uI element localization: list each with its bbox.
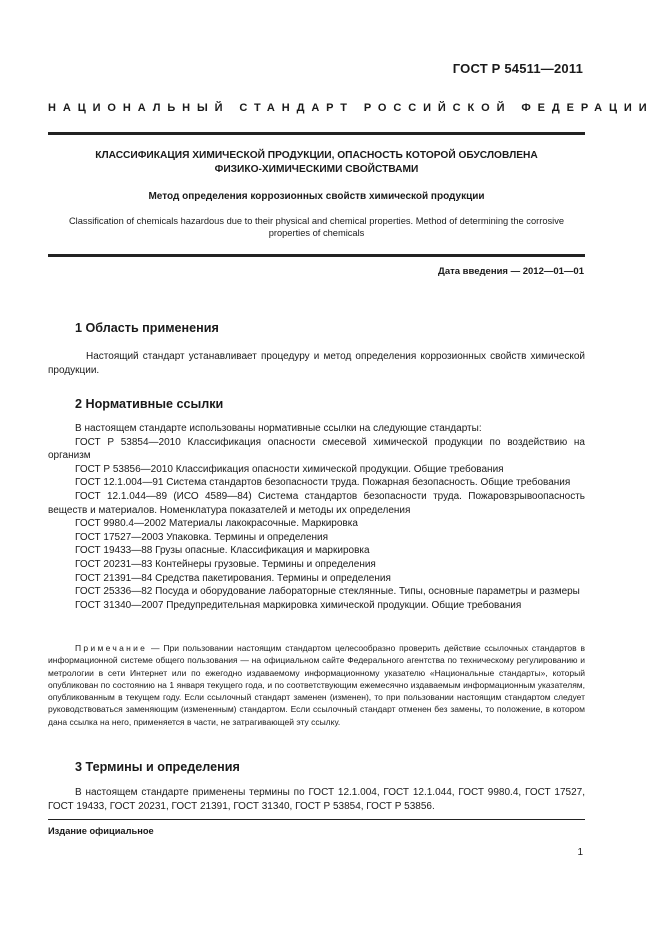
section-1-heading: 1 Область применения xyxy=(75,321,219,335)
title-line-1: КЛАССИФИКАЦИЯ ХИМИЧЕСКОЙ ПРОДУКЦИИ, ОПАСНОСТЬ КОТОРОЙ ОБУСЛОВЛЕНА xyxy=(95,150,538,161)
reference-item: ГОСТ Р 53856—2010 Классификация опасности химической продукции. Общие требования xyxy=(75,463,504,475)
reference-item: ГОСТ 31340—2007 Предупредительная маркировка химической продукции. Общие требования xyxy=(75,599,522,611)
official-edition-label: Издание официальное xyxy=(48,826,154,836)
reference-item: ГОСТ 12.1.004—91 Система стандартов безопасности труда. Пожарная безопасность. Общие требования xyxy=(75,477,571,489)
section-3-heading: 3 Термины и определения xyxy=(75,760,240,774)
references-note xyxy=(48,642,585,728)
reference-item: ГОСТ 9980.4—2002 Материалы лакокрасочные. Маркировка xyxy=(75,518,358,530)
section-1-text xyxy=(48,350,585,377)
page-number: 1 xyxy=(577,847,583,858)
normative-references xyxy=(48,422,585,612)
references-intro: В настоящем стандарте использованы нормативные ссылки на следующие стандарты: xyxy=(75,423,482,434)
reference-item: ГОСТ 21391—84 Средства пакетирования. Термины и определения xyxy=(75,572,391,584)
section-2-heading: 2 Нормативные ссылки xyxy=(75,397,224,411)
reference-item: ГОСТ 19433—88 Грузы опасные. Классификация и маркировка xyxy=(75,545,370,557)
title-rule xyxy=(48,254,585,257)
title-line-2: ФИЗИКО-ХИМИЧЕСКИМИ СВОЙСТВАМИ xyxy=(214,164,419,175)
reference-item: ГОСТ 17527—2003 Упаковка. Термины и определения xyxy=(75,531,329,543)
reference-item: ГОСТ 12.1.044—89 (ИСО 4589—84) Система стандартов безопасности труда. Пожаровзрывоопасность веществ и материалов. Номенклатура показателей и методы их определения xyxy=(48,490,585,516)
section-3-paragraph: В настоящем стандарте применены термины по ГОСТ 12.1.004, ГОСТ 12.1.044, ГОСТ 9980.4, ГОСТ 17527, ГОСТ 19433, ГОСТ 20231, ГОСТ 21391, ГОСТ 31340, ГОСТ Р 53854, ГОСТ Р 53856. xyxy=(48,787,585,812)
document-subtitle: Метод определения коррозионных свойств химической продукции xyxy=(148,191,485,202)
document-title xyxy=(48,149,585,177)
standard-number: ГОСТ Р 54511—2011 xyxy=(452,61,583,76)
national-standard-banner: НАЦИОНАЛЬНЫЙ СТАНДАРТ РОССИЙСКОЙ ФЕДЕРАЦИИ xyxy=(48,102,654,114)
section-3-text xyxy=(48,786,585,813)
reference-item: ГОСТ Р 53854—2010 Классификация опасности смесевой химической продукции по воздействию на организм xyxy=(48,436,585,462)
english-title-line-2: properties of chemicals xyxy=(268,228,365,238)
footer-rule xyxy=(48,819,585,820)
note-label: Примечание xyxy=(75,643,148,653)
english-title xyxy=(48,215,585,239)
section-1-paragraph: Настоящий стандарт устанавливает процедуру и метод определения коррозионных свойств химической продукции. xyxy=(48,351,585,376)
note-text: — При пользовании настоящим стандартом целесообразно проверить действие ссылочных стандартов в информационной системе общего пользования — на официальном сайте Федерального агентства по техническому регулированию и метрологии в сети Интернет или по ежегодно издаваемому информационному указателю «Национальные стандарты», который опубликован по состоянию на 1 января текущего года, и по соответствующим ежемесячно издаваемым информационным указателям, опубликованным в текущем году. Если ссылочный стандарт заменен (изменен), то при пользовании настоящим стандартом следует руководствоваться заменяющим (измененным) стандартом. Если ссылочный стандарт отменен без замены, то положение, в котором дана ссылка на него, применяется в части, не затрагивающей эту ссылку. xyxy=(48,643,585,727)
introduction-date: Дата введения — 2012—01—01 xyxy=(438,266,584,277)
reference-item: ГОСТ 20231—83 Контейнеры грузовые. Термины и определения xyxy=(75,558,376,570)
header-rule xyxy=(48,132,585,135)
english-title-line-1: Classification of chemicals hazardous due to their physical and chemical properties. Method of determining the corrosive xyxy=(68,216,565,226)
reference-item: ГОСТ 25336—82 Посуда и оборудование лабораторные стеклянные. Типы, основные параметры и размеры xyxy=(75,586,580,598)
